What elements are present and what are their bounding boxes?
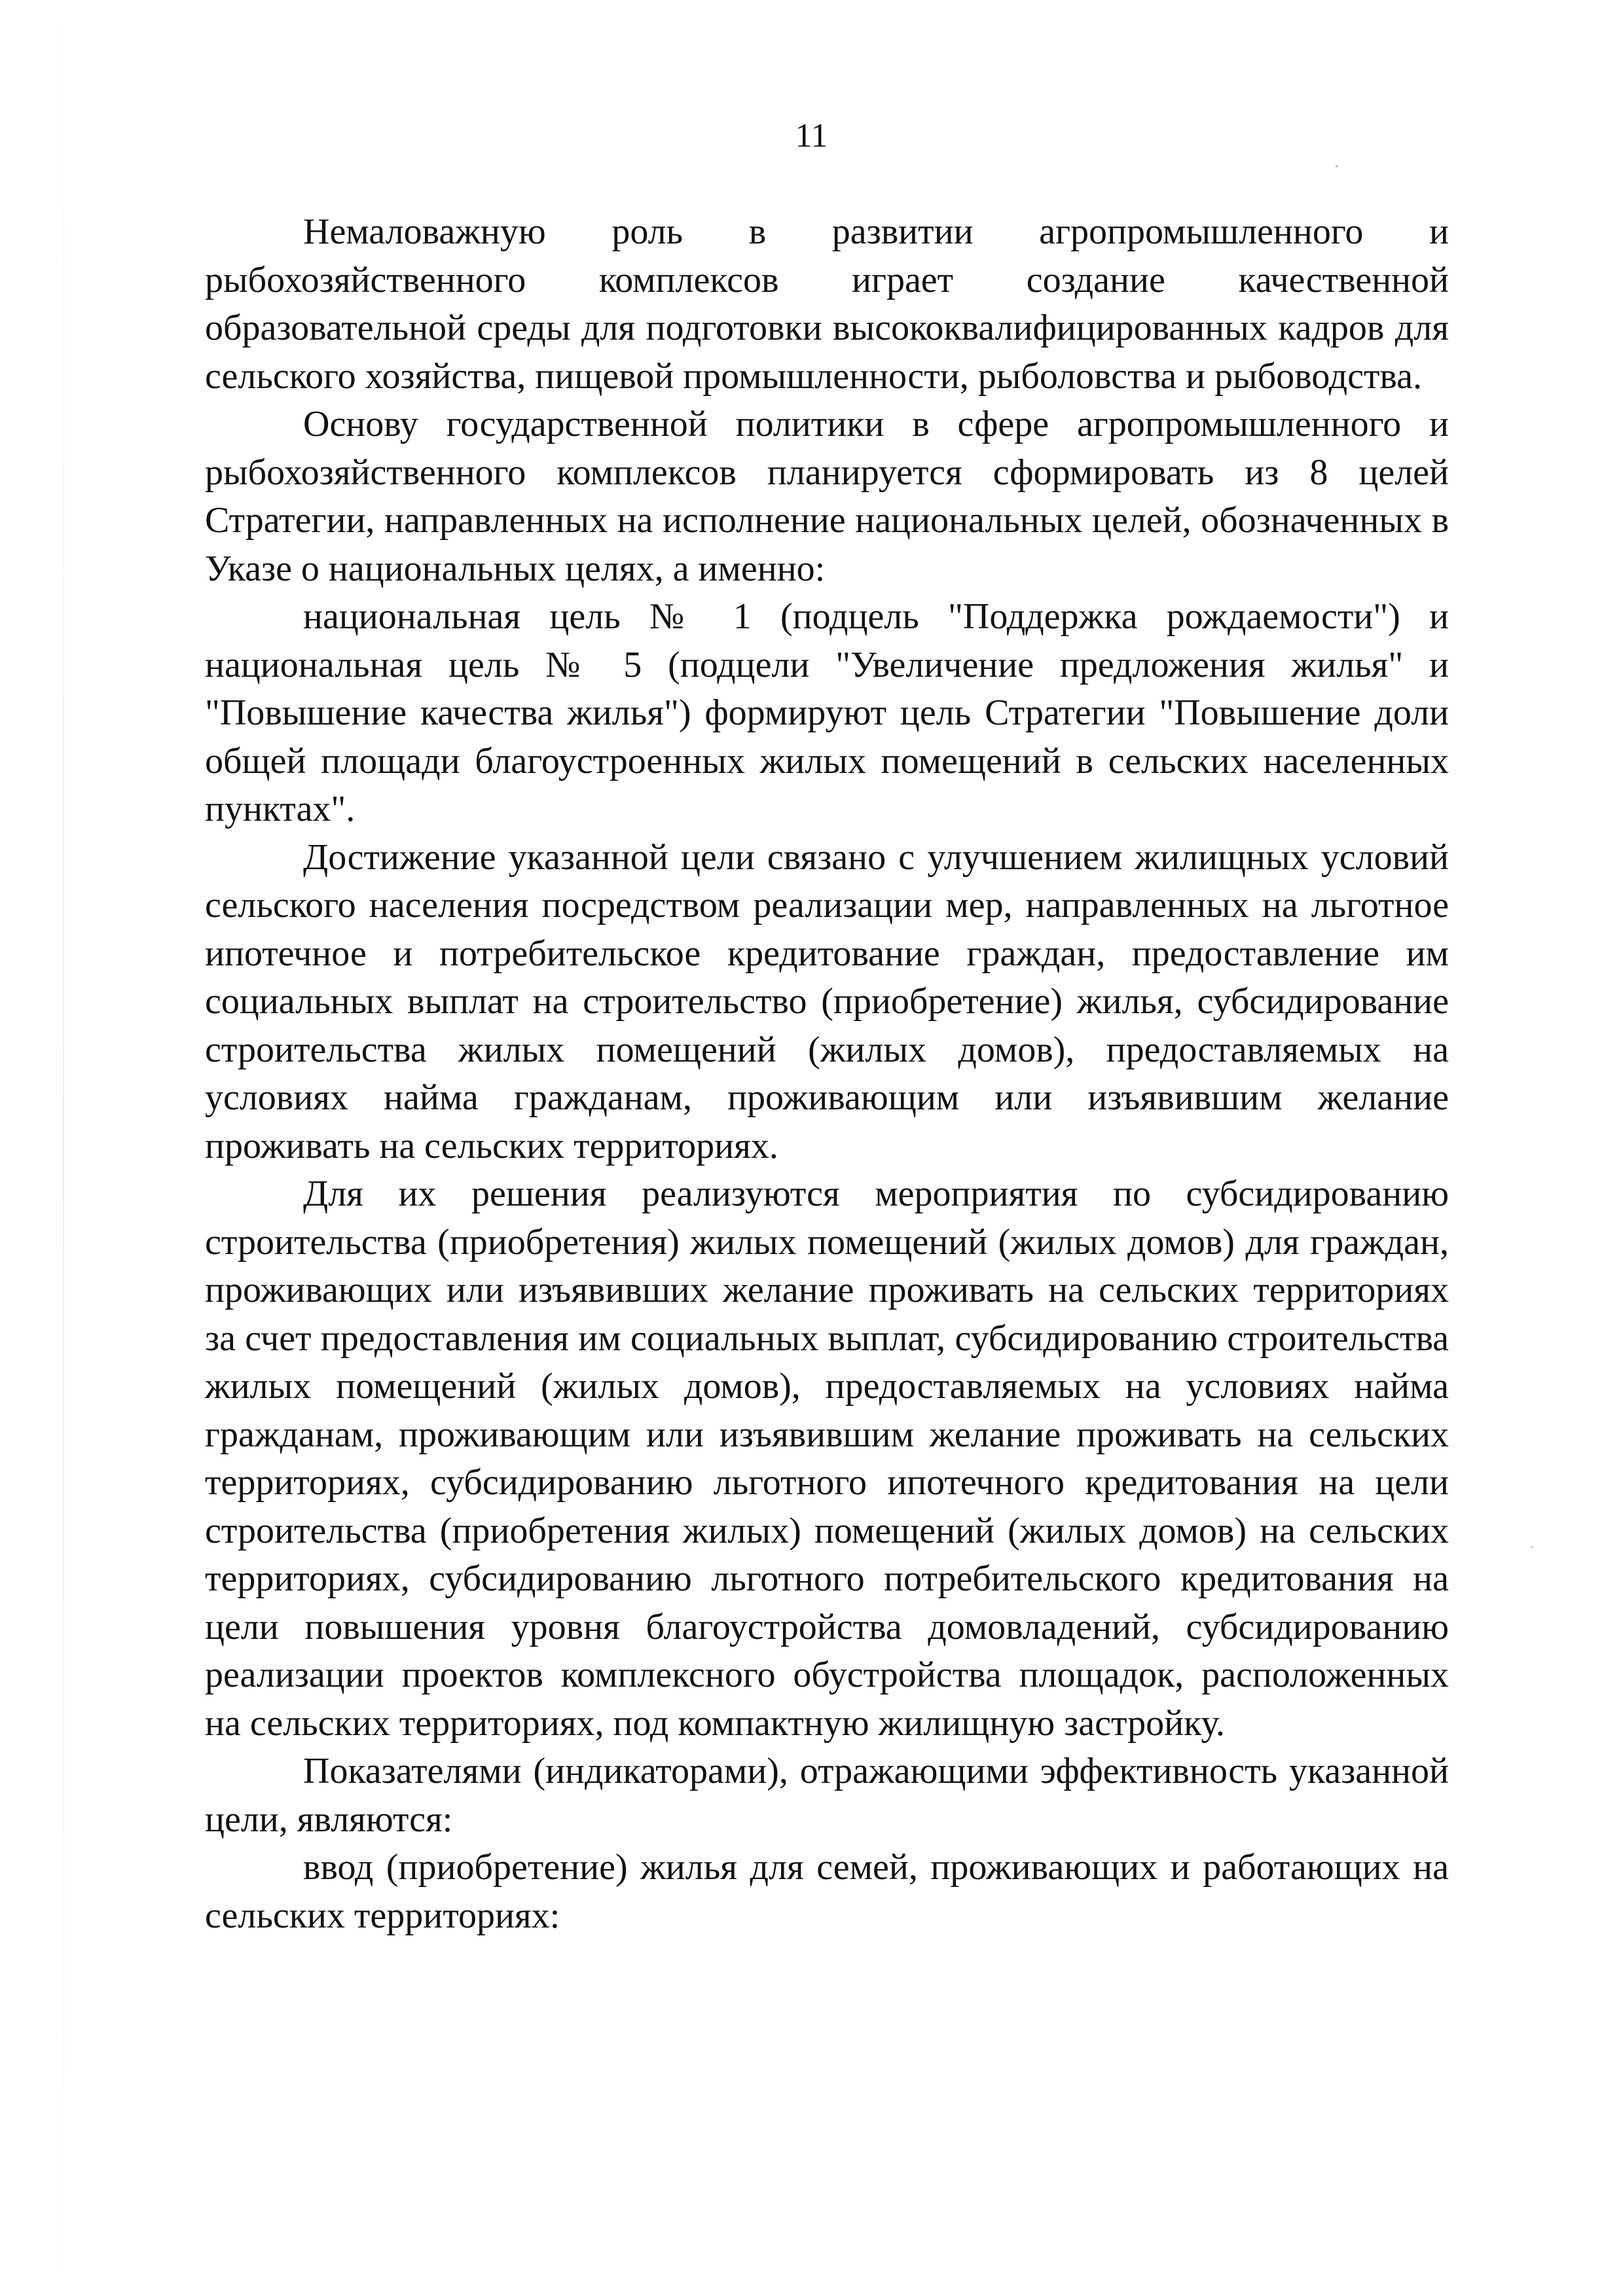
paragraph-indicators: Показателями (индикаторами), отражающими эффективность указанной цели, являются:	[205, 1751, 1449, 1840]
paragraph-national-goals: национальная цель № 1 (подцель "Поддержка рождаемости") и национальная цель № 5 (подцели "Увеличение предложения жилья" и "Повышение качества жилья") формируют цель Стратегии "Повышение доли общей площади благоустроенных жилых помещений в сельских населенных пунктах".	[205, 596, 1449, 829]
paragraph-housing-input: ввод (приобретение) жилья для семей, проживающих и работающих на сельских территориях:	[205, 1847, 1449, 1936]
scan-edge-shadow	[63, 0, 64, 2296]
paragraph-education-environment: Немаловажную роль в развитии агропромышленного и рыбохозяйственного комплексов играет создание качественной образовательной среды для подготовки высококвалифицированных кадров для сельского хозяйства, пищевой промышленности, рыболовства и рыбоводства.	[205, 211, 1449, 397]
scan-speck	[1531, 1546, 1533, 1548]
scan-speck	[1336, 165, 1338, 168]
paragraph-measures: Для их решения реализуются мероприятия по субсидированию строительства (приобретения) жилых помещений (жилых домов) для граждан, проживающих или изъявивших желание проживать на сельских территориях за счет предоставления им социальных выплат, субсидированию строительства жилых помещений (жилых домов), предоставляемых на условиях найма гражданам, проживающим или изъявившим желание проживать на сельских территориях, субсидированию льготного ипотечного кредитования на цели строительства (приобретения жилых) помещений (жилых домов) на сельских территориях, субсидированию льготного потребительского кредитования на цели повышения уровня благоустройства домовладений, субсидированию реализации проектов комплексного обустройства площадок, расположенных на сельских территориях, под компактную жилищную застройку.	[205, 1174, 1449, 1744]
paragraph-housing-conditions: Достижение указанной цели связано с улучшением жилищных условий сельского населения посредством реализации мер, направленных на льготное ипотечное и потребительское кредитование граждан, предоставление им социальных выплат на строительство (приобретение) жилья, субсидирование строительства жилых помещений (жилых домов), предоставляемых на условиях найма гражданам, проживающим или изъявившим желание проживать на сельских территориях.	[205, 836, 1449, 1166]
page-number: 11	[795, 117, 828, 154]
body-text	[205, 208, 1449, 1940]
paragraph-state-policy-basis: Основу государственной политики в сфере агропромышленного и рыбохозяйственного комплексов планируется сформировать из 8 целей Стратегии, направленных на исполнение национальных целей, обозначенных в Указе о национальных целях, а именно:	[205, 404, 1449, 589]
